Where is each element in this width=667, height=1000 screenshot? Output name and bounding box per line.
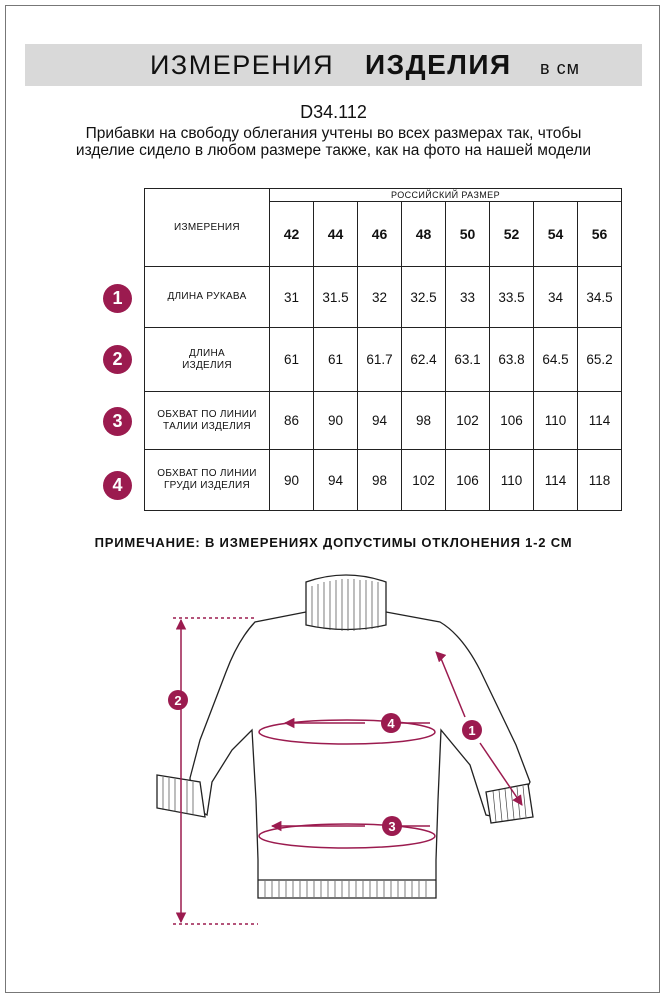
diagram-badges	[168, 690, 482, 836]
size-header: 52	[490, 202, 534, 267]
table-cell: 114	[534, 450, 578, 511]
size-table	[144, 188, 622, 511]
table-cell: 32.5	[402, 267, 446, 328]
table-row-garment-length	[145, 328, 622, 392]
title-unit: в см	[540, 58, 580, 78]
table-cell: 62.4	[402, 328, 446, 392]
table-cell: 94	[358, 392, 402, 450]
table-cell: 114	[578, 392, 622, 450]
size-header: 48	[402, 202, 446, 267]
title-measurements: ИЗМЕРЕНИЯ	[150, 50, 335, 80]
table-cell: 61	[314, 328, 358, 392]
table-cell: 31.5	[314, 267, 358, 328]
size-header: 46	[358, 202, 402, 267]
table-cell: 33.5	[490, 267, 534, 328]
fit-description: Прибавки на свободу облегания учтены во всех размерах так, чтобы изделие сидело в любом размере также, как на фото на нашей модели	[75, 125, 592, 159]
table-cell: 64.5	[534, 328, 578, 392]
table-cell: 90	[314, 392, 358, 450]
table-cell: 94	[314, 450, 358, 511]
tolerance-note: ПРИМЕЧАНИЕ: В ИЗМЕРЕНИЯХ ДОПУСТИМЫ ОТКЛОНЕНИЯ 1-2 СМ	[94, 535, 573, 550]
size-header: 56	[578, 202, 622, 267]
russian-size-header: РОССИЙСКИЙ РАЗМЕР	[270, 189, 622, 202]
diagram-label-3: 3	[388, 819, 396, 834]
table-cell: 106	[490, 392, 534, 450]
table-cell: 61.7	[358, 328, 402, 392]
cuff-ribbing	[163, 777, 526, 822]
table-cell: 31	[270, 267, 314, 328]
garment-diagram	[0, 560, 667, 940]
table-cell: 63.8	[490, 328, 534, 392]
table-cell: 106	[446, 450, 490, 511]
diagram-label-2: 2	[174, 693, 182, 708]
title-garment: ИЗДЕЛИЯ	[365, 49, 512, 80]
table-cell: 63.1	[446, 328, 490, 392]
table-cell: 34	[534, 267, 578, 328]
size-header: 50	[446, 202, 490, 267]
diagram-label-1: 1	[468, 723, 476, 738]
measurements-header: ИЗМЕРЕНИЯ	[145, 189, 270, 267]
hem-ribbing	[265, 881, 426, 897]
table-cell: 102	[402, 450, 446, 511]
table-cell: 33	[446, 267, 490, 328]
row-label: ОБХВАТ ПО ЛИНИИ ГРУДИ ИЗДЕЛИЯ	[145, 450, 270, 511]
table-row-chest-girth	[145, 450, 622, 511]
table-cell: 98	[358, 450, 402, 511]
row-label: ДЛИНА РУКАВА	[145, 267, 270, 328]
diagram-label-4: 4	[387, 716, 395, 731]
size-header: 44	[314, 202, 358, 267]
measurement-number-badge: 2	[103, 345, 132, 374]
table-row-sleeve-length	[145, 267, 622, 328]
measurement-number-badge: 4	[103, 471, 132, 500]
table-row-waist-girth	[145, 392, 622, 450]
table-cell: 102	[446, 392, 490, 450]
size-header: 54	[534, 202, 578, 267]
table-cell: 98	[402, 392, 446, 450]
table-cell: 110	[490, 450, 534, 511]
measurement-lines	[173, 618, 522, 924]
table-cell: 118	[578, 450, 622, 511]
table-cell: 86	[270, 392, 314, 450]
size-header: 42	[270, 202, 314, 267]
row-label: ДЛИНА ИЗДЕЛИЯ	[145, 328, 270, 392]
table-cell: 34.5	[578, 267, 622, 328]
table-cell: 32	[358, 267, 402, 328]
table-cell: 65.2	[578, 328, 622, 392]
measurement-number-badge: 1	[103, 284, 132, 313]
table-cell: 90	[270, 450, 314, 511]
table-cell: 110	[534, 392, 578, 450]
table-cell: 61	[270, 328, 314, 392]
row-label: ОБХВАТ ПО ЛИНИИ ТАЛИИ ИЗДЕЛИЯ	[145, 392, 270, 450]
measurement-number-badge: 3	[103, 407, 132, 436]
product-code: D34.112	[300, 102, 367, 122]
